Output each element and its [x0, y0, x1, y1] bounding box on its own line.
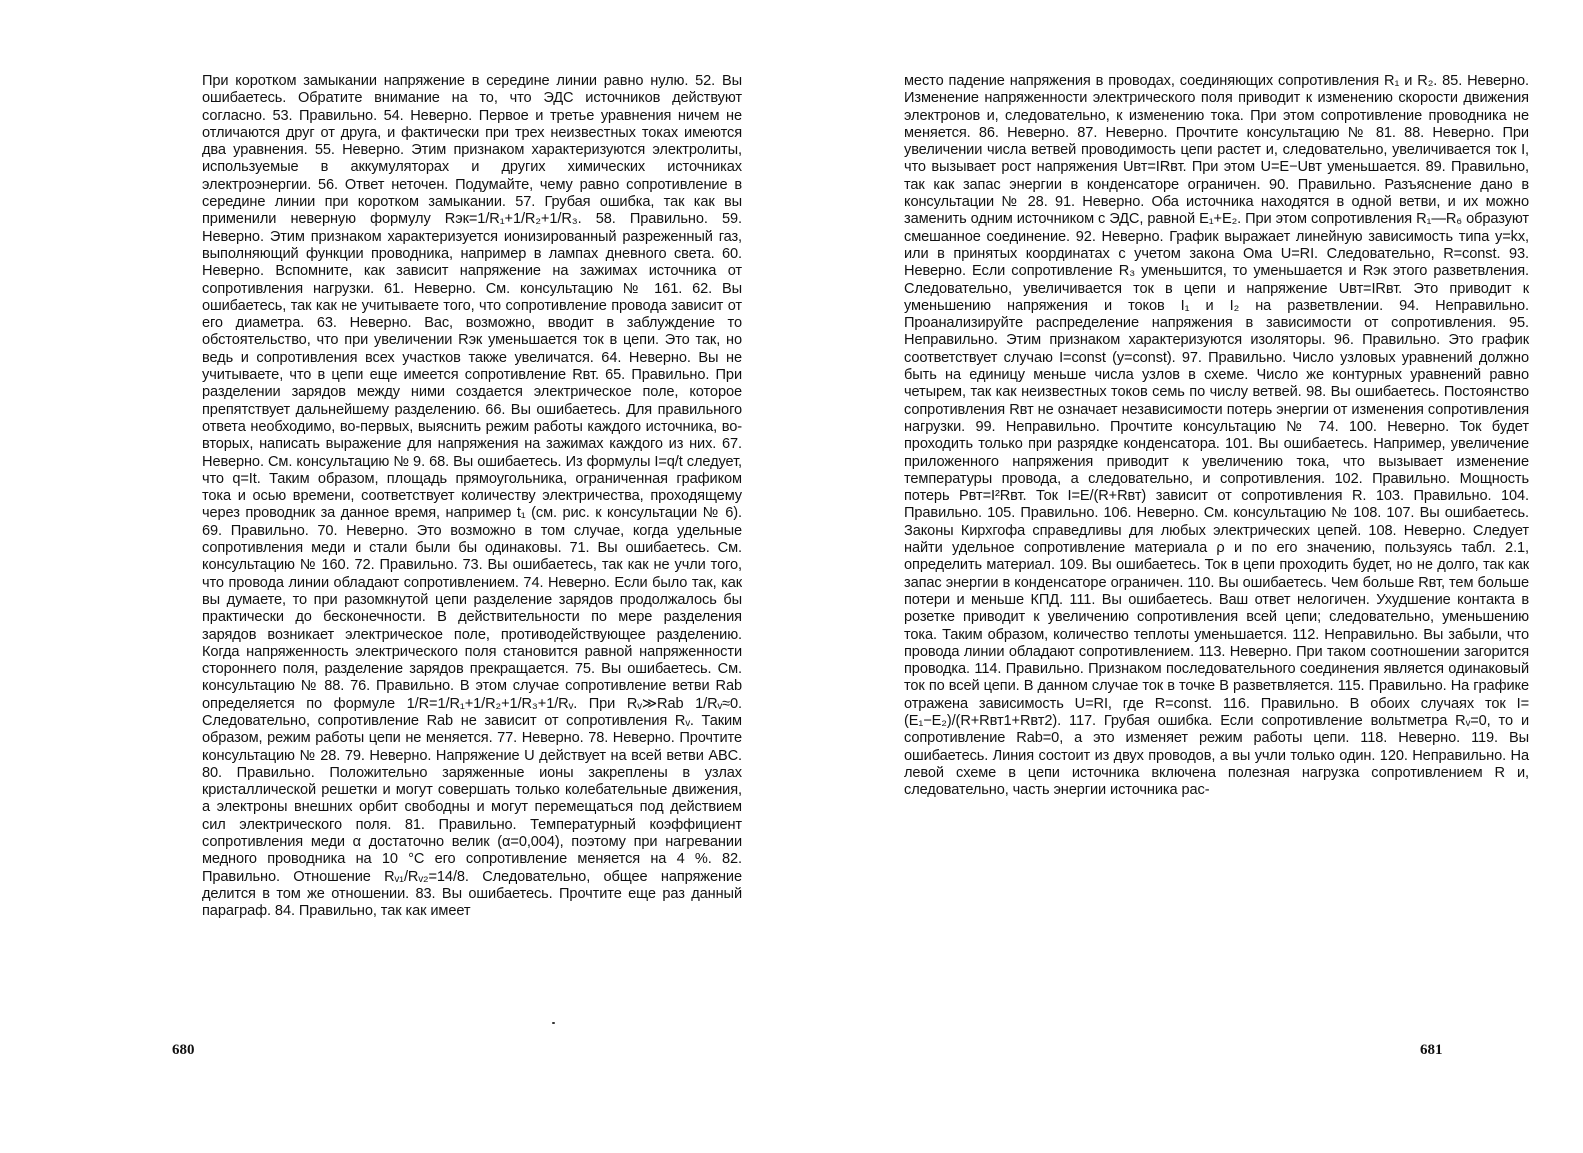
- left-page-text: При коротком замыкании напряжение в середине линии равно нулю. 52. Вы ошибаетесь. Обратите внимание на то, что ЭДС источников действуют согласно. 53. Правильно. 54. Неверно. Первое и третье уравнения ничем не отличаются друг от друга, и фактически при трех неизвестных токах имеются два уравнения. 55. Неверно. Этим признаком характеризуются электролиты, используемые в аккумуляторах и других химических источниках электроэнергии. 56. Ответ неточен. Подумайте, чему равно сопротивление в середине линии при коротком замыкании. 57. Грубая ошибка, так как вы применили неверную формулу Rэк=1/R₁+1/R₂+1/R₃. 58. Правильно. 59. Неверно. Этим признаком характеризуется ионизированный разреженный газ, выполняющий функции проводника, например в лампах дневного света. 60. Неверно. Вспомните, как зависит напряжение на зажимах источника от сопротивления нагрузки. 61. Неверно. См. консультацию № 161. 62. Вы ошибаетесь, так как не учитываете того, что сопротивление провода зависит от его диаметра. 63. Неверно. Вас, возможно, вводит в заблуждение то обстоятельство, что при увеличении Rэк уменьшается ток в цепи. Это так, но ведь и сопротивления всех участков также увеличатся. 64. Неверно. Вы не учитываете, что в цепи еще имеется сопротивление Rвт. 65. Правильно. При разделении зарядов между ними создается электрическое поле, которое препятствует дальнейшему разделению. 66. Вы ошибаетесь. Для правильного ответа необходимо, во-первых, выяснить режим работы каждого источника, во-вторых, написать выражение для напряжения на зажимах каждого из них. 67. Неверно. См. консультацию № 9. 68. Вы ошибаетесь. Из формулы I=q/t следует, что q=It. Таким образом, площадь прямоугольника, ограниченная графиком тока и осью времени, соответствует количеству электричества, проходящему через проводник за данное время, например t₁ (см. рис. к консультации № 6). 69. Правильно. 70. Неверно. Это возможно в том случае, когда удельные сопротивления меди и стали были бы одинаковы. 71. Вы ошибаетесь. См. консультацию № 160. 72. Правильно. 73. Вы ошибаетесь, так как не учли того, что провода линии обладают сопротивлением. 74. Неверно. Если было так, как вы думаете, то при разомкнутой цепи разделение зарядов продолжалось бы практически до бесконечности. В действительности по мере разделения зарядов возникает электрическое поле, противодействующее разделению. Когда напряженность электрического поля становится равной напряженности стороннего поля, разделение зарядов прекращается. 75. Вы ошибаетесь. См. консультацию № 88. 76. Правильно. В этом случае сопротивление ветви Rab определяется по формуле 1/R=1/R₁+1/R₂+1/R₃+1/Rᵥ. При Rᵥ≫Rab 1/Rᵥ≈0. Следовательно, сопротивление Rab не зависит от сопротивления Rᵥ. Таким образом, режим работы цепи не меняется. 77. Неверно. 78. Неверно. Прочтите консультацию № 28. 79. Неверно. Напряжение U действует на всей ветви ABC. 80. Правильно. Положительно заряженные ионы закреплены в узлах кристаллической решетки и могут совершать только колебательные движения, а электроны внешних орбит свободны и могут перемещаться под действием сил электрического поля. 81. Правильно. Температурный коэффициент сопротивления меди α достаточно велик (α=0,004), поэтому при нагревании медного проводника на 10 °С его сопротивление меняется на 4 %. 82. Правильно. Отношение Rᵥ₁/Rᵥ₂=14/8. Следовательно, общее напряжение делится в том же отношении. 83. Вы ошибаетесь. Прочтите еще раз данный параграф. 84. Правильно, так как имеет: [202, 73, 742, 920]
- right-page-number: 681: [1420, 1042, 1443, 1058]
- left-page: [0, 0, 790, 1153]
- print-speck: [552, 1022, 555, 1024]
- right-page: [790, 0, 1583, 1153]
- right-page-text: место падение напряжения в проводах, соединяющих сопротивления R₁ и R₂. 85. Неверно. Изменение напряженности электрического поля приводит к изменению скорости движения электронов и, следовательно, к изменению тока. При этом сопротивление проводника не меняется. 86. Неверно. 87. Неверно. Прочтите консультацию № 81. 88. Неверно. При увеличении числа ветвей проводимость цепи растет и, следовательно, увеличивается ток I, что вызывает рост напряжения Uвт=IRвт. При этом U=E−Uвт уменьшается. 89. Правильно, так как запас энергии в конденсаторе ограничен. 90. Правильно. Разъяснение дано в консультации № 28. 91. Неверно. Оба источника находятся в одной ветви, и их можно заменить одним источником с ЭДС, равной E₁+E₂. При этом сопротивления R₁—R₆ образуют смешанное соединение. 92. Неверно. График выражает линейную зависимость типа y=kx, или в принятых координатах с учетом закона Ома U=RI. Следовательно, R=const. 93. Неверно. Если сопротивление R₃ уменьшится, то уменьшается и Rэк этого разветвления. Следовательно, увеличивается ток в цепи и напряжение Uвт=IRвт. Это приводит к уменьшению напряжения и токов I₁ и I₂ на разветвлении. 94. Неправильно. Проанализируйте распределение напряжения в зависимости от сопротивления. 95. Неправильно. Этим признаком характеризуются изоляторы. 96. Правильно. Это график соответствует случаю I=const (y=const). 97. Правильно. Число узловых уравнений должно быть на единицу меньше числа узлов в схеме. Число же контурных уравнений равно четырем, так как неизвестных токов семь по числу ветвей. 98. Вы ошибаетесь. Постоянство сопротивления Rвт не означает независимости потерь энергии от изменения сопротивления нагрузки. 99. Неправильно. Прочтите консультацию № 74. 100. Неверно. Ток будет проходить только при разрядке конденсатора. 101. Вы ошибаетесь. Например, увеличение приложенного напряжения приводит к увеличению тока, что вызывает изменение температуры провода, а следовательно, и сопротивления. 102. Правильно. Мощность потерь Pвт=I²Rвт. Ток I=E/(R+Rвт) зависит от сопротивления R. 103. Правильно. 104. Правильно. 105. Правильно. 106. Неверно. См. консультацию № 108. 107. Вы ошибаетесь. Законы Кирхгофа справедливы для любых электрических цепей. 108. Неверно. Следует найти удельное сопротивление материала ρ и по его значению, пользуясь табл. 2.1, определить материал. 109. Вы ошибаетесь. Ток в цепи проходить будет, но не долго, так как запас энергии в конденсаторе ограничен. 110. Вы ошибаетесь. Чем больше Rвт, тем больше потери и меньше КПД. 111. Вы ошибаетесь. Ваш ответ нелогичен. Ухудшение контакта в розетке приводит к увеличению сопротивления всей цепи; следовательно, уменьшению тока. Таким образом, количество теплоты уменьшается. 112. Неправильно. Вы забыли, что провода линии обладают сопротивлением. 113. Неверно. При таком соотношении загорится проводка. 114. Правильно. Признаком последовательного соединения является одинаковый ток по всей цепи. В данном случае ток в точке B разветвляется. 115. Правильно. На графике отражена зависимость U=RI, где R=const. 116. Правильно. В обоих случаях ток I=(E₁−E₂)/(R+Rвт1+Rвт2). 117. Грубая ошибка. Если сопротивление вольтметра Rᵥ=0, то и сопротивление Rab=0, а это изменяет режим работы цепи. 118. Неверно. 119. Вы ошибаетесь. Линия состоит из двух проводов, а вы учли только один. 120. Неправильно. На левой схеме в цепи источника включена полезная нагрузка сопротивлением R и, следовательно, часть энергии источника рас-: [904, 73, 1529, 799]
- left-page-number: 680: [172, 1042, 195, 1058]
